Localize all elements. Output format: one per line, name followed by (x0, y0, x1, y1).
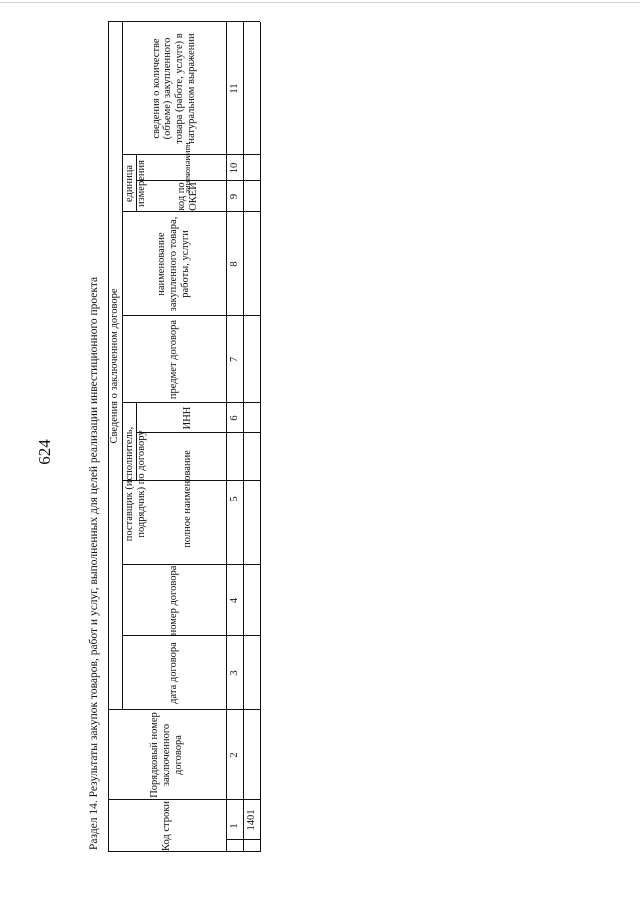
rotated-page-content (84, 22, 284, 852)
row-code: 1401 (245, 809, 257, 831)
header-unit-name: наименование (183, 142, 194, 194)
section-caption: Раздел 14. Результаты закупок товаров, работ и услуг, выполненных для целей реализации инвестиционного проекта (88, 276, 100, 850)
column-number: 4 (228, 597, 240, 604)
column-number: 2 (228, 752, 240, 758)
page-number: 624 (35, 439, 54, 465)
column-number: 7 (228, 356, 240, 363)
column-number: 9 (228, 193, 240, 200)
header-contract-subject: предмет договора (168, 319, 180, 400)
top-border-line (0, 2, 640, 3)
column-number: 11 (228, 83, 240, 94)
header-contract-number: номер договора (168, 565, 180, 636)
header-inn: ИНН (182, 406, 194, 430)
column-number: 8 (228, 261, 240, 267)
header-unit: единица измерения (124, 160, 147, 207)
header-supplier-full-name: полное наименование (182, 450, 194, 548)
column-number: 3 (228, 670, 240, 676)
column-number: 6 (228, 415, 240, 421)
header-contract-date: дата договора (168, 642, 180, 704)
procurement-results-table (108, 22, 260, 852)
header-supplier: поставщик (исполнитель, подрядчик) по договору (124, 426, 147, 542)
column-number: 5 (228, 496, 240, 502)
header-okei-code: код по ОКЕИ (176, 182, 199, 211)
header-serial-number: Порядковый номер заключенного договора (149, 712, 184, 798)
header-code: Код строки (161, 801, 173, 851)
column-number: 10 (228, 162, 240, 174)
header-quantity: сведения о количестве (объеме) закупленного товара (работе, услуге) в натуральном выражении (150, 33, 197, 144)
header-contract-info: Сведения о заключенном договоре (109, 288, 121, 444)
column-number: 1 (228, 823, 240, 829)
header-goods-name: наименование закупленного товара, работы, услуги (156, 216, 191, 312)
